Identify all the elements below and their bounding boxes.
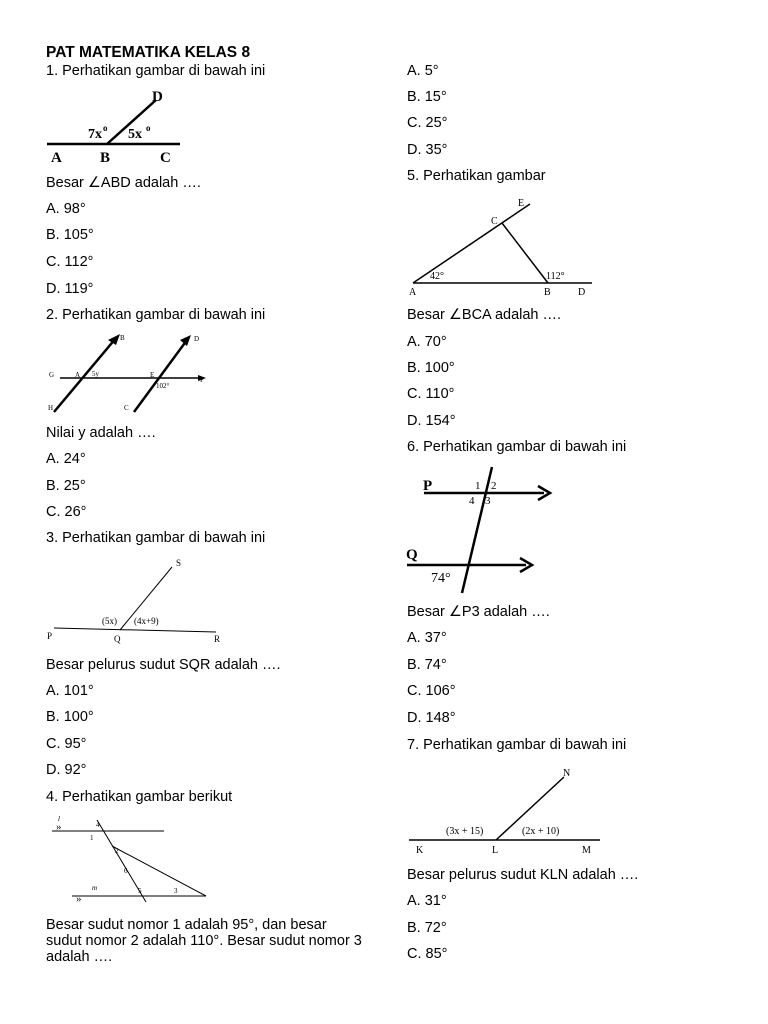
q5-angle-112: 112° xyxy=(546,271,565,282)
q6-num-4: 4 xyxy=(469,495,475,507)
q5-label-C: C xyxy=(491,216,498,227)
q7-question: Besar pelurus sudut KLN adalah …. xyxy=(407,867,639,883)
q3-angle-4x9: (4x+9) xyxy=(134,616,159,626)
q7-option-b[interactable]: B. 72° xyxy=(407,920,447,936)
q4-option-a[interactable]: A. 5° xyxy=(407,63,439,79)
q5-question: Besar ∠BCA adalah …. xyxy=(407,307,562,323)
q7-option-c[interactable]: C. 85° xyxy=(407,946,448,962)
q3-label-S: S xyxy=(176,558,182,568)
q5-label-D: D xyxy=(578,287,586,298)
q2-angle-102: 102° xyxy=(156,382,170,390)
q6-option-d[interactable]: D. 148° xyxy=(407,710,456,726)
q6-option-b[interactable]: B. 74° xyxy=(407,657,447,673)
q6-prompt: 6. Perhatikan gambar di bawah ini xyxy=(407,439,627,455)
q5-option-c[interactable]: C. 110° xyxy=(407,386,455,402)
q3-label-P: P xyxy=(47,631,53,641)
q6-num-3: 3 xyxy=(485,495,491,507)
q2-option-b[interactable]: B. 25° xyxy=(46,478,86,494)
q4-num-5: 5 xyxy=(138,887,142,895)
q3-label-Q: Q xyxy=(114,634,121,644)
q2-label-A: A xyxy=(75,371,81,379)
q5-label-E: E xyxy=(518,198,525,209)
q7-prompt: 7. Perhatikan gambar di bawah ini xyxy=(407,737,627,753)
q4-num-4: 4 xyxy=(96,821,100,829)
q5-label-A: A xyxy=(409,287,417,298)
q1-prompt: 1. Perhatikan gambar di bawah ini xyxy=(46,63,266,79)
q4-option-b[interactable]: B. 15° xyxy=(407,89,447,105)
q6-option-a[interactable]: A. 37° xyxy=(407,630,447,646)
q4-num-6: 6 xyxy=(124,867,128,875)
q5-angle-42: 42° xyxy=(430,271,444,282)
q3-question: Besar pelurus sudut SQR adalah …. xyxy=(46,657,281,673)
q6-figure xyxy=(404,463,564,593)
q2-figure xyxy=(44,330,214,420)
q3-figure xyxy=(44,552,234,647)
svg-text:»: » xyxy=(56,821,62,833)
q5-prompt: 5. Perhatikan gambar xyxy=(407,168,546,184)
q1-angle-5x: 5x xyxy=(128,127,142,142)
q7-label-L: L xyxy=(492,845,499,856)
q6-question: Besar ∠P3 adalah …. xyxy=(407,604,550,620)
q4-num-2: 2 xyxy=(115,847,119,855)
q7-label-M: M xyxy=(582,845,591,856)
q3-prompt: 3. Perhatikan gambar di bawah ini xyxy=(46,530,266,546)
q6-num-1: 1 xyxy=(475,480,481,492)
q3-option-a[interactable]: A. 101° xyxy=(46,683,94,699)
q5-option-b[interactable]: B. 100° xyxy=(407,360,455,376)
q6-num-2: 2 xyxy=(491,480,497,492)
q3-option-d[interactable]: D. 92° xyxy=(46,762,87,778)
q5-figure xyxy=(406,192,606,302)
q3-angle-5x: (5x) xyxy=(102,616,117,626)
q7-angle-3x15: (3x + 15) xyxy=(446,826,484,837)
q6-angle-74: 74° xyxy=(431,571,451,586)
q2-question: Nilai y adalah …. xyxy=(46,425,156,441)
svg-text:»: » xyxy=(76,893,82,905)
q4-label-l: l xyxy=(58,815,60,823)
q7-figure xyxy=(406,762,606,862)
q2-label-C: C xyxy=(124,404,129,412)
q2-label-B: B xyxy=(120,334,125,342)
q6-label-P: P xyxy=(423,478,433,494)
q4-label-m: m xyxy=(92,884,98,892)
q1-option-c[interactable]: C. 112° xyxy=(46,254,94,270)
q7-label-N: N xyxy=(563,768,571,779)
q2-option-a[interactable]: A. 24° xyxy=(46,451,86,467)
q1-angle-7x: 7x xyxy=(88,127,102,142)
q3-option-b[interactable]: B. 100° xyxy=(46,709,94,725)
q4-option-c[interactable]: C. 25° xyxy=(407,115,448,131)
page-title: PAT MATEMATIKA KELAS 8 xyxy=(46,44,251,61)
q1-figure xyxy=(44,86,194,166)
q3-option-c[interactable]: C. 95° xyxy=(46,736,87,752)
q1-label-D: D xyxy=(152,89,163,105)
q4-num-3: 3 xyxy=(174,887,178,895)
q1-label-A: A xyxy=(51,150,62,166)
q6-label-Q: Q xyxy=(406,547,418,563)
q4-figure xyxy=(44,810,224,910)
q5-label-B: B xyxy=(544,287,551,298)
q4-prompt: 4. Perhatikan gambar berikut xyxy=(46,789,233,805)
q4-option-d[interactable]: D. 35° xyxy=(407,142,448,158)
q5-option-d[interactable]: D. 154° xyxy=(407,413,456,429)
q2-label-H: H xyxy=(48,404,54,412)
q1-label-C: C xyxy=(160,150,171,166)
q1-label-B: B xyxy=(100,150,111,166)
q2-label-E: E xyxy=(150,371,155,379)
q2-angle-5y: 5y xyxy=(92,370,99,378)
q4-num-1: 1 xyxy=(90,834,94,842)
q2-option-c[interactable]: C. 26° xyxy=(46,504,87,520)
q2-label-D: D xyxy=(194,335,200,343)
q4-question: Besar sudut nomor 1 adalah 95°, dan besar sudut nomor 2 adalah 110°. Besar sudut nomor 3 adalah …. xyxy=(46,917,362,965)
q1-option-b[interactable]: B. 105° xyxy=(46,227,94,243)
q7-angle-2x10: (2x + 10) xyxy=(522,826,560,837)
q1-question: Besar ∠ABD adalah …. xyxy=(46,175,201,191)
q5-option-a[interactable]: A. 70° xyxy=(407,334,447,350)
svg-text:o: o xyxy=(146,123,151,133)
q1-option-a[interactable]: A. 98° xyxy=(46,201,86,217)
svg-text:o: o xyxy=(103,123,108,133)
q2-label-F: F xyxy=(200,376,204,384)
q3-label-R: R xyxy=(214,634,221,644)
q6-option-c[interactable]: C. 106° xyxy=(407,683,456,699)
q7-option-a[interactable]: A. 31° xyxy=(407,893,447,909)
q1-option-d[interactable]: D. 119° xyxy=(46,281,94,297)
q2-label-G: G xyxy=(49,371,55,379)
q2-prompt: 2. Perhatikan gambar di bawah ini xyxy=(46,307,266,323)
q7-label-K: K xyxy=(416,845,424,856)
